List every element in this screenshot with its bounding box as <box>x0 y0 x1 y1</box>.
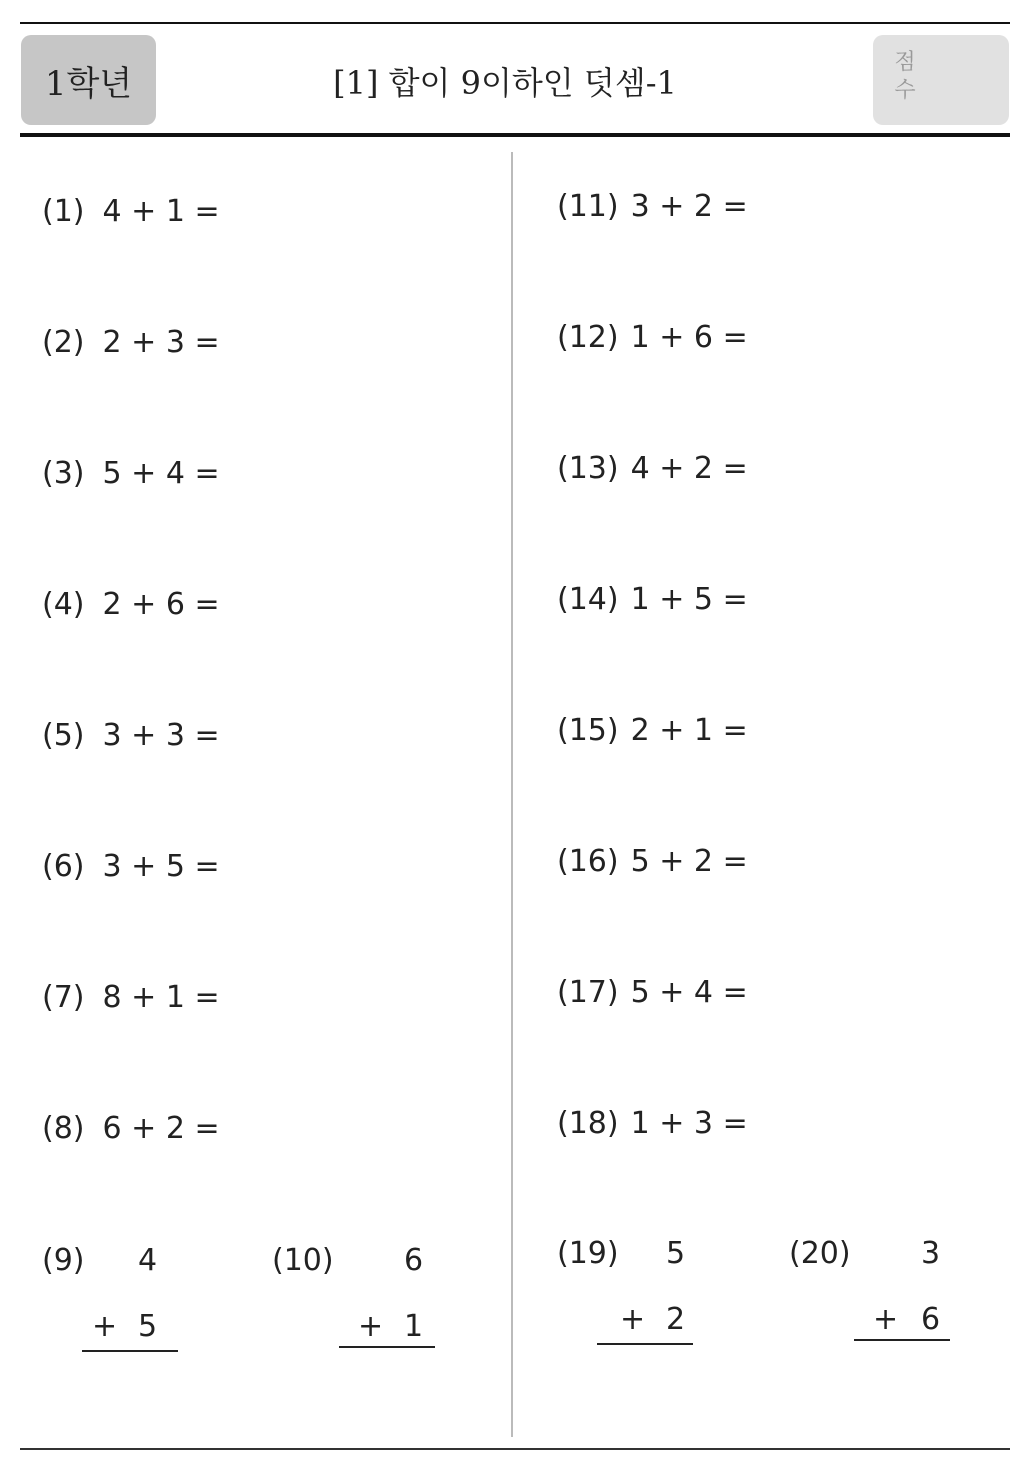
problem-expression: 6 + 2 = <box>102 1111 220 1146</box>
problem-expression: 2 + 6 = <box>102 587 220 622</box>
problem-number: (13) <box>557 451 619 486</box>
bottom-rule <box>20 1448 1010 1450</box>
bottom-operand: 5 <box>138 1309 158 1344</box>
bottom-operand: 1 <box>404 1309 424 1344</box>
problem-number: (18) <box>557 1106 619 1141</box>
plus-sign: + <box>358 1309 384 1344</box>
problem-expression: 5 + 4 = <box>630 975 748 1010</box>
score-box[interactable] <box>873 35 1009 125</box>
plus-sign: + <box>873 1302 899 1337</box>
plus-sign: + <box>620 1302 646 1337</box>
top-operand: 3 <box>921 1236 941 1271</box>
problem-number: (17) <box>557 975 619 1010</box>
problem-7 <box>42 980 220 1015</box>
problem-5 <box>42 718 220 753</box>
problem-1 <box>42 194 220 229</box>
bottom-operand: 2 <box>666 1302 686 1337</box>
problem-number: (8) <box>42 1111 85 1146</box>
grade-badge: 1학년 <box>21 35 156 125</box>
problem-3 <box>42 456 220 491</box>
worksheet-title: [1] 합이 9이하인 덧셈-1 <box>333 64 677 102</box>
answer-line <box>854 1339 950 1341</box>
problem-2 <box>42 325 220 360</box>
header-rule <box>20 133 1010 137</box>
problem-18 <box>557 1106 748 1141</box>
problem-11 <box>557 189 748 224</box>
problem-expression: 3 + 3 = <box>102 718 220 753</box>
problem-number: (19) <box>557 1236 619 1271</box>
problem-expression: 4 + 1 = <box>102 194 220 229</box>
problem-expression: 5 + 4 = <box>102 456 220 491</box>
problem-expression: 5 + 2 = <box>630 844 748 879</box>
problem-number: (5) <box>42 718 85 753</box>
column-divider <box>511 152 513 1437</box>
score-label: 점수 <box>894 50 916 103</box>
problem-number: (3) <box>42 456 85 491</box>
problem-number: (4) <box>42 587 85 622</box>
plus-sign: + <box>92 1309 118 1344</box>
problem-20 <box>789 1236 959 1351</box>
problem-expression: 1 + 3 = <box>630 1106 748 1141</box>
problem-number: (12) <box>557 320 619 355</box>
problem-15 <box>557 713 748 748</box>
top-operand: 4 <box>138 1243 158 1278</box>
top-operand: 6 <box>404 1243 424 1278</box>
problem-expression: 1 + 5 = <box>630 582 748 617</box>
problem-number: (15) <box>557 713 619 748</box>
problem-number: (20) <box>789 1236 851 1271</box>
problem-number: (6) <box>42 849 85 884</box>
answer-line <box>597 1343 693 1345</box>
problem-expression: 2 + 1 = <box>630 713 748 748</box>
problem-19 <box>557 1236 707 1351</box>
problem-number: (10) <box>272 1243 334 1278</box>
problem-9 <box>42 1243 182 1358</box>
problem-number: (16) <box>557 844 619 879</box>
bottom-operand: 6 <box>921 1302 941 1337</box>
top-operand: 5 <box>666 1236 686 1271</box>
problem-14 <box>557 582 748 617</box>
problem-expression: 4 + 2 = <box>630 451 748 486</box>
problem-10 <box>272 1243 442 1358</box>
problem-8 <box>42 1111 220 1146</box>
answer-line <box>339 1346 435 1348</box>
problem-expression: 3 + 5 = <box>102 849 220 884</box>
problem-expression: 8 + 1 = <box>102 980 220 1015</box>
top-rule <box>20 22 1010 24</box>
problem-number: (7) <box>42 980 85 1015</box>
problem-expression: 3 + 2 = <box>630 189 748 224</box>
problem-12 <box>557 320 748 355</box>
problem-4 <box>42 587 220 622</box>
problem-expression: 1 + 6 = <box>630 320 748 355</box>
problem-number: (11) <box>557 189 619 224</box>
problem-16 <box>557 844 748 879</box>
problem-6 <box>42 849 220 884</box>
problem-number: (1) <box>42 194 85 229</box>
answer-line <box>82 1350 178 1352</box>
problem-expression: 2 + 3 = <box>102 325 220 360</box>
problem-number: (2) <box>42 325 85 360</box>
problem-13 <box>557 451 748 486</box>
problem-17 <box>557 975 748 1010</box>
problem-number: (9) <box>42 1243 85 1278</box>
problem-number: (14) <box>557 582 619 617</box>
